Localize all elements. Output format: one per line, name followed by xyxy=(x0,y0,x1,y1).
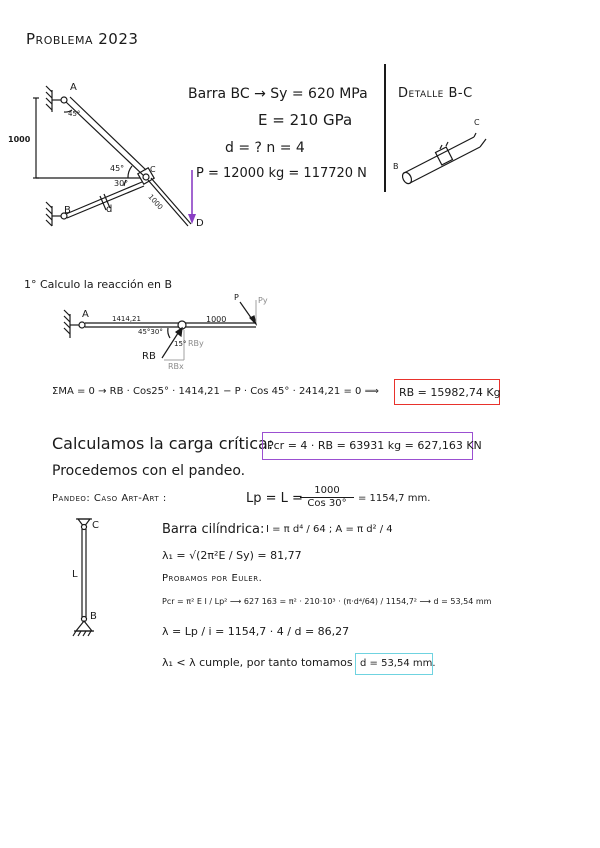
fbd-reaction-rb: RB xyxy=(142,351,156,362)
point-a-label: A xyxy=(70,82,77,93)
euler-title: Probamos por Euler. xyxy=(162,573,263,584)
fbd-force-p: P xyxy=(234,293,239,302)
lp-denominator: Cos 30° xyxy=(307,498,347,509)
lp-rhs: = 1154,7 mm. xyxy=(358,493,431,504)
reaction-result: RB = 15982,74 Kg xyxy=(399,386,501,399)
page-title: Problema 2023 xyxy=(26,30,139,48)
fbd-point-a: A xyxy=(82,309,89,320)
section-reaction-title: 1° Calculo la reacción en B xyxy=(24,278,172,291)
fbd-dim-left: 1414,21 xyxy=(112,315,141,323)
angle-c1-label: 45° xyxy=(110,164,125,173)
vertical-divider xyxy=(384,64,386,192)
fbd-reaction-rbx: RBx xyxy=(168,362,184,371)
critical-load-heading: Calculamos la carga crítica: xyxy=(52,434,274,453)
fbd-angle2: 15° xyxy=(174,340,187,348)
lp-fraction xyxy=(300,486,354,509)
inertia-formula: I = π d⁴ / 64 ; A = π d² / 4 xyxy=(266,524,393,535)
fbd-dim-right: 1000 xyxy=(206,315,227,324)
moment-equation: ΣMA = 0 → RB · Cos25° · 1414,21 − P · Cos 45° · 2414,21 = 0 ⟹ xyxy=(52,386,379,397)
detail-bar-drawing xyxy=(390,115,500,195)
dim-bar-label: 1000 xyxy=(146,192,165,212)
diameter-label: d xyxy=(106,204,113,215)
lp-numerator: 1000 xyxy=(300,486,354,498)
fbd-reaction-rby: RBy xyxy=(188,339,204,348)
detail-b-label: B xyxy=(393,162,399,171)
point-c-label: C xyxy=(150,165,156,174)
point-b-label: B xyxy=(64,205,71,216)
column-length-label: L xyxy=(72,569,78,580)
cylindrical-bar-label: Barra cilíndrica: xyxy=(162,522,265,537)
point-d-label: D xyxy=(196,218,204,229)
load-line: P = 12000 kg = 117720 N xyxy=(196,166,367,181)
detail-title: Detalle B-C xyxy=(398,86,473,101)
modulus-line: E = 210 GPa xyxy=(258,111,353,129)
bar-data-line: Barra BC → Sy = 620 MPa xyxy=(188,86,368,102)
final-result: d = 53,54 mm. xyxy=(360,658,436,669)
angle-a-label: 45° xyxy=(68,110,81,118)
angle-c2-label: 30° xyxy=(114,179,129,188)
structure-diagram xyxy=(0,0,600,260)
fbd-angle: 45°30° xyxy=(138,328,163,336)
detail-c-label: C xyxy=(474,118,480,127)
unknown-line: d = ? n = 4 xyxy=(225,140,305,156)
buckling-case: Pandeo: Caso Art-Art : xyxy=(52,493,167,504)
euler-equation: Pcr = π² E I / Lp² ⟶ 627 163 = π² · 210·10³ · (π·d⁴/64) / 1154,7² ⟶ d = 53,54 mm xyxy=(162,597,492,606)
fbd-force-py: Py xyxy=(258,296,268,305)
conclusion-text: λ₁ < λ cumple, por tanto tomamos xyxy=(162,656,353,669)
column-b-label: B xyxy=(90,611,97,622)
column-c-label: C xyxy=(92,520,99,531)
buckling-intro: Procedemos con el pandeo. xyxy=(52,463,246,479)
slenderness-formula: λ = Lp / i = 1154,7 · 4 / d = 86,27 xyxy=(162,625,350,638)
lp-lhs: Lp = L = xyxy=(246,491,303,506)
lambda1-formula: λ₁ = √(2π²E / Sy) = 81,77 xyxy=(162,549,302,562)
dim-height-label: 1000 xyxy=(8,135,31,144)
critical-load-result: Pcr = 4 · RB = 63931 kg = 627,163 KN xyxy=(267,439,482,452)
